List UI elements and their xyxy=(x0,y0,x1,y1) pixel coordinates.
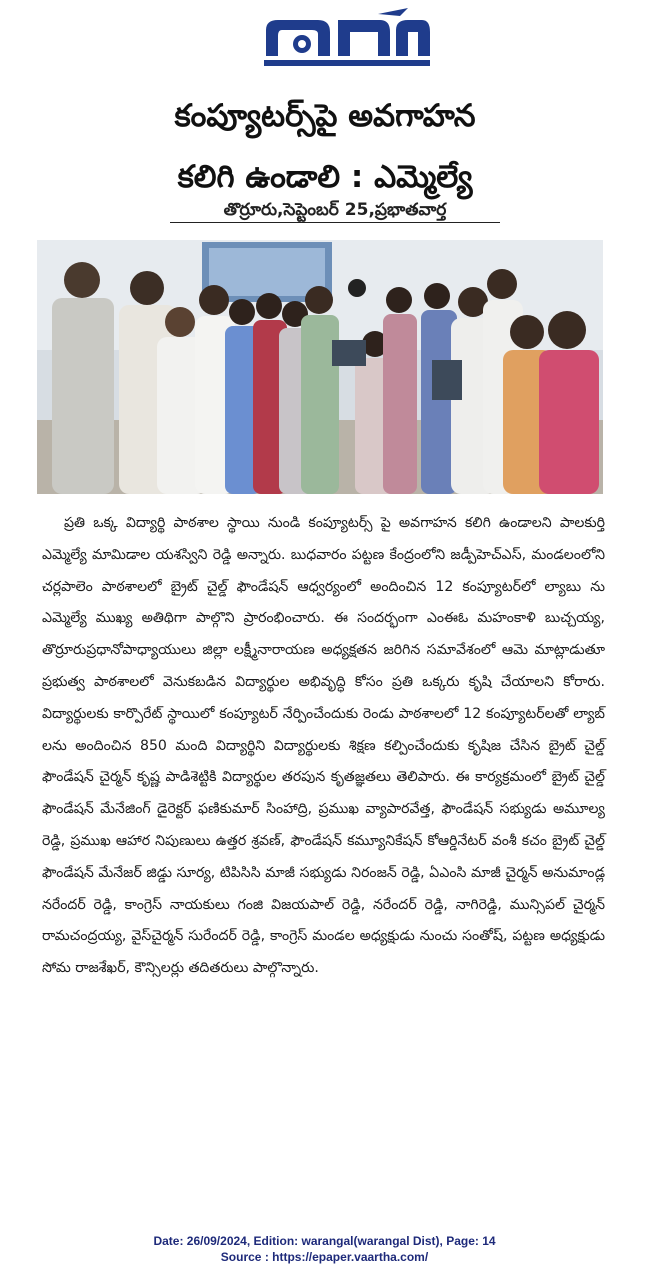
footer-date-edition: Date: 26/09/2024, Edition: warangal(warangal Dist), Page: 14 xyxy=(153,1234,496,1248)
source-footer xyxy=(0,1233,649,1265)
news-photo xyxy=(37,240,603,494)
article-body: ప్రతి ఒక్క విద్యార్థి పాఠశాల స్థాయి నుండి కంప్యూటర్స్ పై అవగాహన కలిగి ఉండాలని పాలకుర్తి ఎమ్మెల్యే మామిడాల యశస్విని రెడ్డి అన్నారు. బుధవారం పట్టణ కేంద్రంలోని జడ్పీహెచ్ఎస్, మండలంలోని చర్లపాలెం పాఠశాలలో బ్రైట్ చైల్డ్ ఫౌండేషన్ ఆధ్వర్యంలో అందించిన 12 కంప్యూటర్‌లో ల్యాబు ను ఎమ్మెల్యే ముఖ్య అతిథిగా పాల్గొని ప్రారంభించారు. ఈ సందర్భంగా ఎంఈఓ మహంకాళి బుచ్చయ్య, తొర్రూరుప్రధానోపాధ్యాయులు జిల్లా లక్ష్మీనారాయణ అధ్యక్షతన జరిగిన సమావేశంలో ఆమె మాట్లాడుతూ ప్రభుత్వ పాఠశాలలో వెనుకబడిన విద్యార్థుల అభివృద్ధి కోసం ప్రతి ఒక్కరు కృషి చేయాలని కోరారు. విద్యార్థులకు కార్పొరేట్ స్థాయిలో కంప్యూటర్ నేర్పించేందుకు రెండు పాఠశాలలో 12 కంప్యూటర్‌లతో ల్యాబ్ లను అందించిన 850 మంది విద్యార్థిని విద్యార్థులకు శిక్షణ కల్పించేందుకు కృషిజ చేసిన బ్రైట్ చైల్డ్ ఫౌండేషన్ చైర్మన్ కృష్ణ పాడిశెట్టికి విద్యార్థుల తరపున కృతజ్ఞతలు తెలిపారు. ఈ కార్యక్రమంలో బ్రైట్ చైల్డ్ ఫౌండేషన్ మేనేజింగ్ డైరెక్టర్ ఫణికుమార్ సింహాద్రి, ప్రముఖ వ్యాపారవేత్త, ఫౌండేషన్ సభ్యుడు అమూల్య రెడ్డి, ప్రముఖ ఆహార నిపుణులు ఉత్తర శ్రవణ్, ఫౌండేషన్ కమ్యూనికేషన్ కోఆర్డినేటర్ వంశీ కచం బ్రైట్ చైల్డ్ ఫౌండేషన్ మేనేజర్ జిడ్డు సూర్య, టిపిసిసి మాజీ సభ్యుడు నిరంజన్ రెడ్డి, ఏఎంసి మాజీ చైర్మన్ అనుమాండ్ల నరేందర్ రెడ్డి, కాంగ్రెస్ నాయకులు గంజి విజయపాల్ రెడ్డి, నరేందర్ రెడ్డి, నాగిరెడ్డి, మున్సిపల్ చైర్మన్ రామచంద్రయ్య, వైస్‌చైర్మన్ సురేందర్ రెడ్డి, కాంగ్రెస్ మండల అధ్యక్షుడు నుంచు సంతోష్, పట్టణ అధ్యక్షుడు సోమ రాజశేఖర్, కౌన్సిలర్లు తదితరులు పాల్గొన్నారు. xyxy=(42,515,605,977)
footer-source-link[interactable]: Source : https://epaper.vaartha.com/ xyxy=(220,1250,429,1264)
headline-line-2: కలిగి ఉండాలి : ఎమ్మెల్యే xyxy=(177,159,473,195)
newspaper-logo xyxy=(258,4,433,70)
headline-line-1: కంప్యూటర్స్‌పై అవగాహన xyxy=(174,98,476,134)
vaartha-logo-graphic xyxy=(258,4,433,70)
group-photo-illustration xyxy=(37,240,603,494)
dateline: తొర్రూరు,సెప్టెంబర్ 25,ప్రభాతవార్త xyxy=(170,198,500,223)
